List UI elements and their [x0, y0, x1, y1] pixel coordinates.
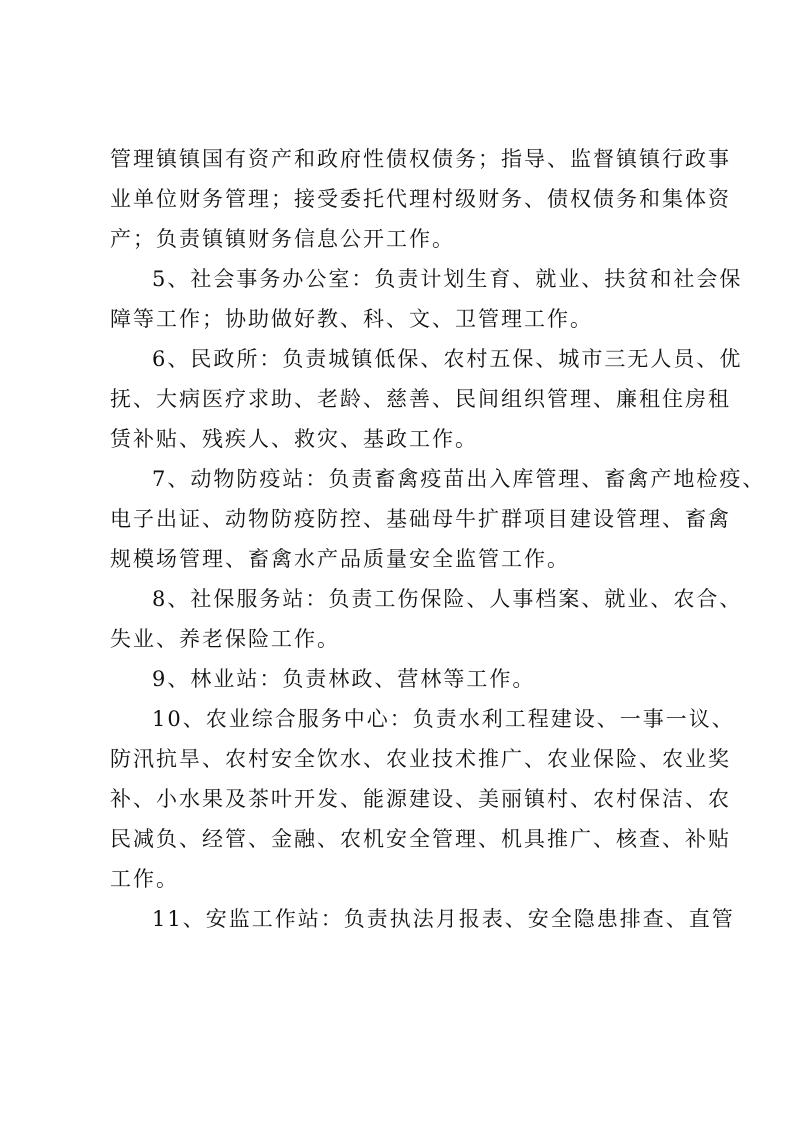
text-line: 失业、养老保险工作。 [110, 627, 340, 651]
section-10-heading-line: 10、农业综合服务中心：负责水利工程建设、一事一议、 [152, 707, 735, 731]
section-7-heading-line: 7、动物防疫站：负责畜禽疫苗出入库管理、畜禽产地检疫、 [152, 467, 766, 491]
text-line: 抚、大病医疗求助、老龄、慈善、民间组织管理、廉租住房租 [110, 387, 731, 411]
text-line: 业单位财务管理；接受委托代理村级财务、债权债务和集体资 [110, 187, 731, 211]
section-11-heading-line: 11、安监工作站：负责执法月报表、安全隐患排查、直管 [152, 907, 735, 931]
section-5-heading-line: 5、社会事务办公室：负责计划生育、就业、扶贫和社会保 [152, 267, 743, 291]
text-line: 赁补贴、残疾人、救灾、基政工作。 [110, 427, 478, 451]
text-line: 电子出证、动物防疫防控、基础母牛扩群项目建设管理、畜禽 [110, 507, 731, 531]
text-line: 民减负、经管、金融、农机安全管理、机具推广、核查、补贴 [110, 827, 731, 851]
text-line: 补、小水果及茶叶开发、能源建设、美丽镇村、农村保洁、农 [110, 787, 731, 811]
section-6-heading-line: 6、民政所：负责城镇低保、农村五保、城市三无人员、优 [152, 347, 743, 371]
text-line: 工作。 [110, 867, 179, 891]
text-line: 规模场管理、畜禽水产品质量安全监管工作。 [110, 547, 570, 571]
text-line: 产；负责镇镇财务信息公开工作。 [110, 227, 455, 251]
text-line: 管理镇镇国有资产和政府性债权债务；指导、监督镇镇行政事 [110, 147, 731, 171]
text-line: 障等工作；协助做好教、科、文、卫管理工作。 [110, 307, 593, 331]
document-body [110, 139, 766, 939]
section-8-heading-line: 8、社保服务站：负责工伤保险、人事档案、就业、农合、 [152, 587, 743, 611]
text-line: 防汛抗旱、农村安全饮水、农业技术推广、农业保险、农业奖 [110, 747, 731, 771]
section-9-heading-line: 9、林业站：负责林政、营林等工作。 [152, 667, 536, 691]
